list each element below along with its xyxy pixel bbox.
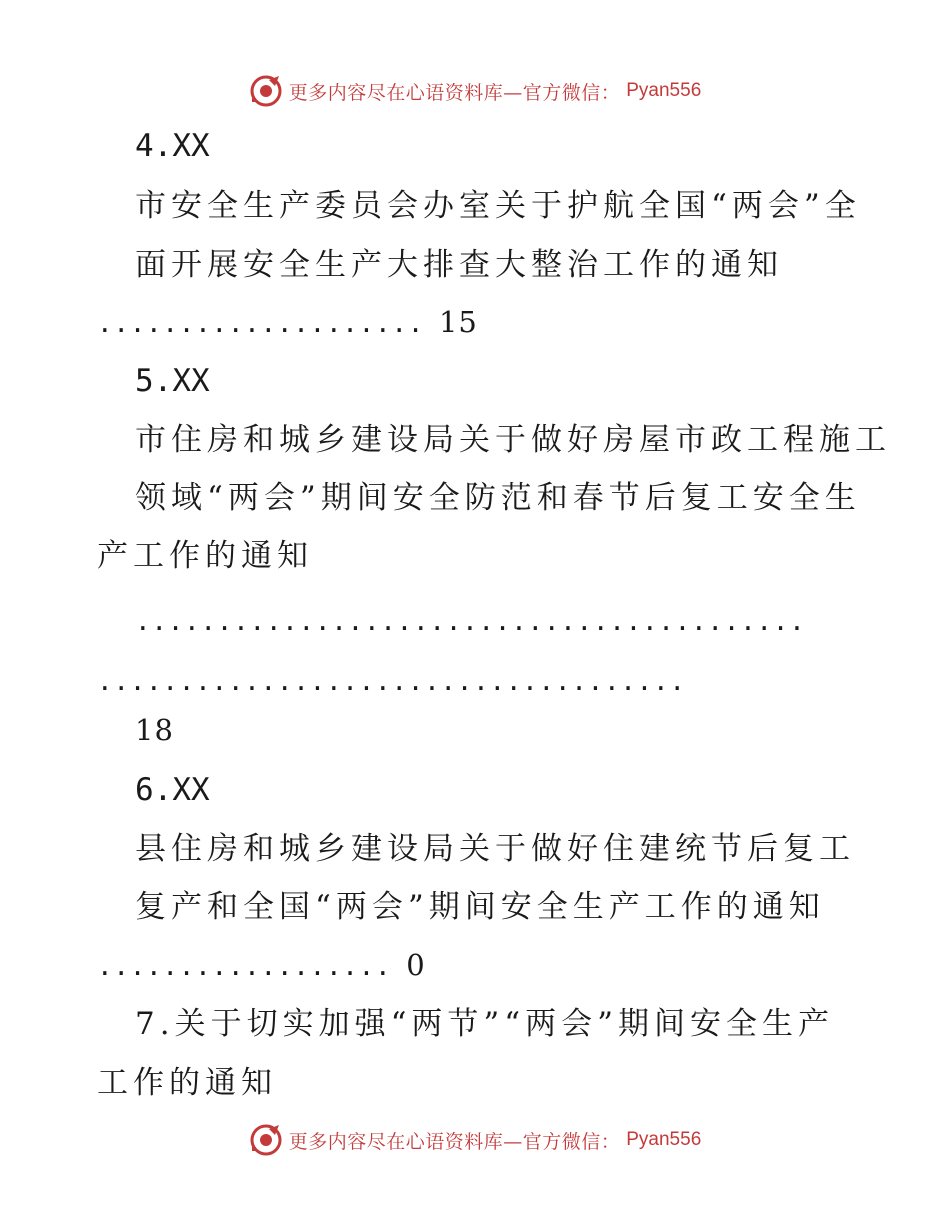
- toc-item6-title-line1: 县住房和城乡建设局关于做好住建统节后复工: [135, 831, 855, 867]
- toc-item5-page: [135, 710, 174, 750]
- leader-dots: .........................................: [135, 607, 806, 637]
- toc-item4-number: 4.XX: [135, 128, 210, 164]
- page-number: 15: [438, 305, 478, 339]
- toc-item5-leader-line1: [135, 600, 806, 642]
- header-watermark: [0, 71, 950, 111]
- brand-logo-icon: [249, 1123, 283, 1157]
- brand-logo-icon: [249, 74, 283, 108]
- toc-item5-title-line2: 领域“两会”期间安全防范和春节后复工安全生: [135, 480, 861, 516]
- leader-dots: ..................: [97, 952, 392, 982]
- footer-watermark: [0, 1120, 950, 1160]
- leader-dots: ....................................: [97, 667, 686, 697]
- toc-item6-leader: [97, 945, 426, 987]
- page-number: 0: [406, 948, 426, 982]
- watermark-text: 更多内容尽在心语资料库—官方微信：: [288, 81, 621, 104]
- watermark-id: Pyan556: [626, 1129, 702, 1150]
- page-number: 18: [135, 713, 174, 747]
- toc-item7-title-line1: 7.关于切实加强“两节”“两会”期间安全生产: [135, 1006, 834, 1042]
- toc-item6-title-line2: 复产和全国“两会”期间安全生产工作的通知: [135, 889, 825, 925]
- toc-item5-number: 5.XX: [135, 363, 210, 399]
- toc-item4-title-line1: 市安全生产委员会办室关于护航全国“两会”全: [135, 188, 861, 224]
- toc-item4-leader: [97, 302, 478, 344]
- toc-item5-title-line1: 市住房和城乡建设局关于做好房屋市政工程施工: [135, 422, 891, 458]
- toc-item7-title-line2: 工作的通知: [97, 1065, 277, 1101]
- watermark-id: Pyan556: [626, 80, 702, 101]
- toc-item5-leader-line2: [97, 660, 686, 702]
- toc-item4-title-line2: 面开展安全生产大排查大整治工作的通知: [135, 247, 783, 283]
- toc-item6-number: 6.XX: [135, 772, 210, 808]
- leader-dots: ....................: [97, 309, 425, 339]
- toc-item5-title-line3: 产工作的通知: [97, 538, 313, 574]
- watermark-text: 更多内容尽在心语资料库—官方微信：: [288, 1130, 621, 1153]
